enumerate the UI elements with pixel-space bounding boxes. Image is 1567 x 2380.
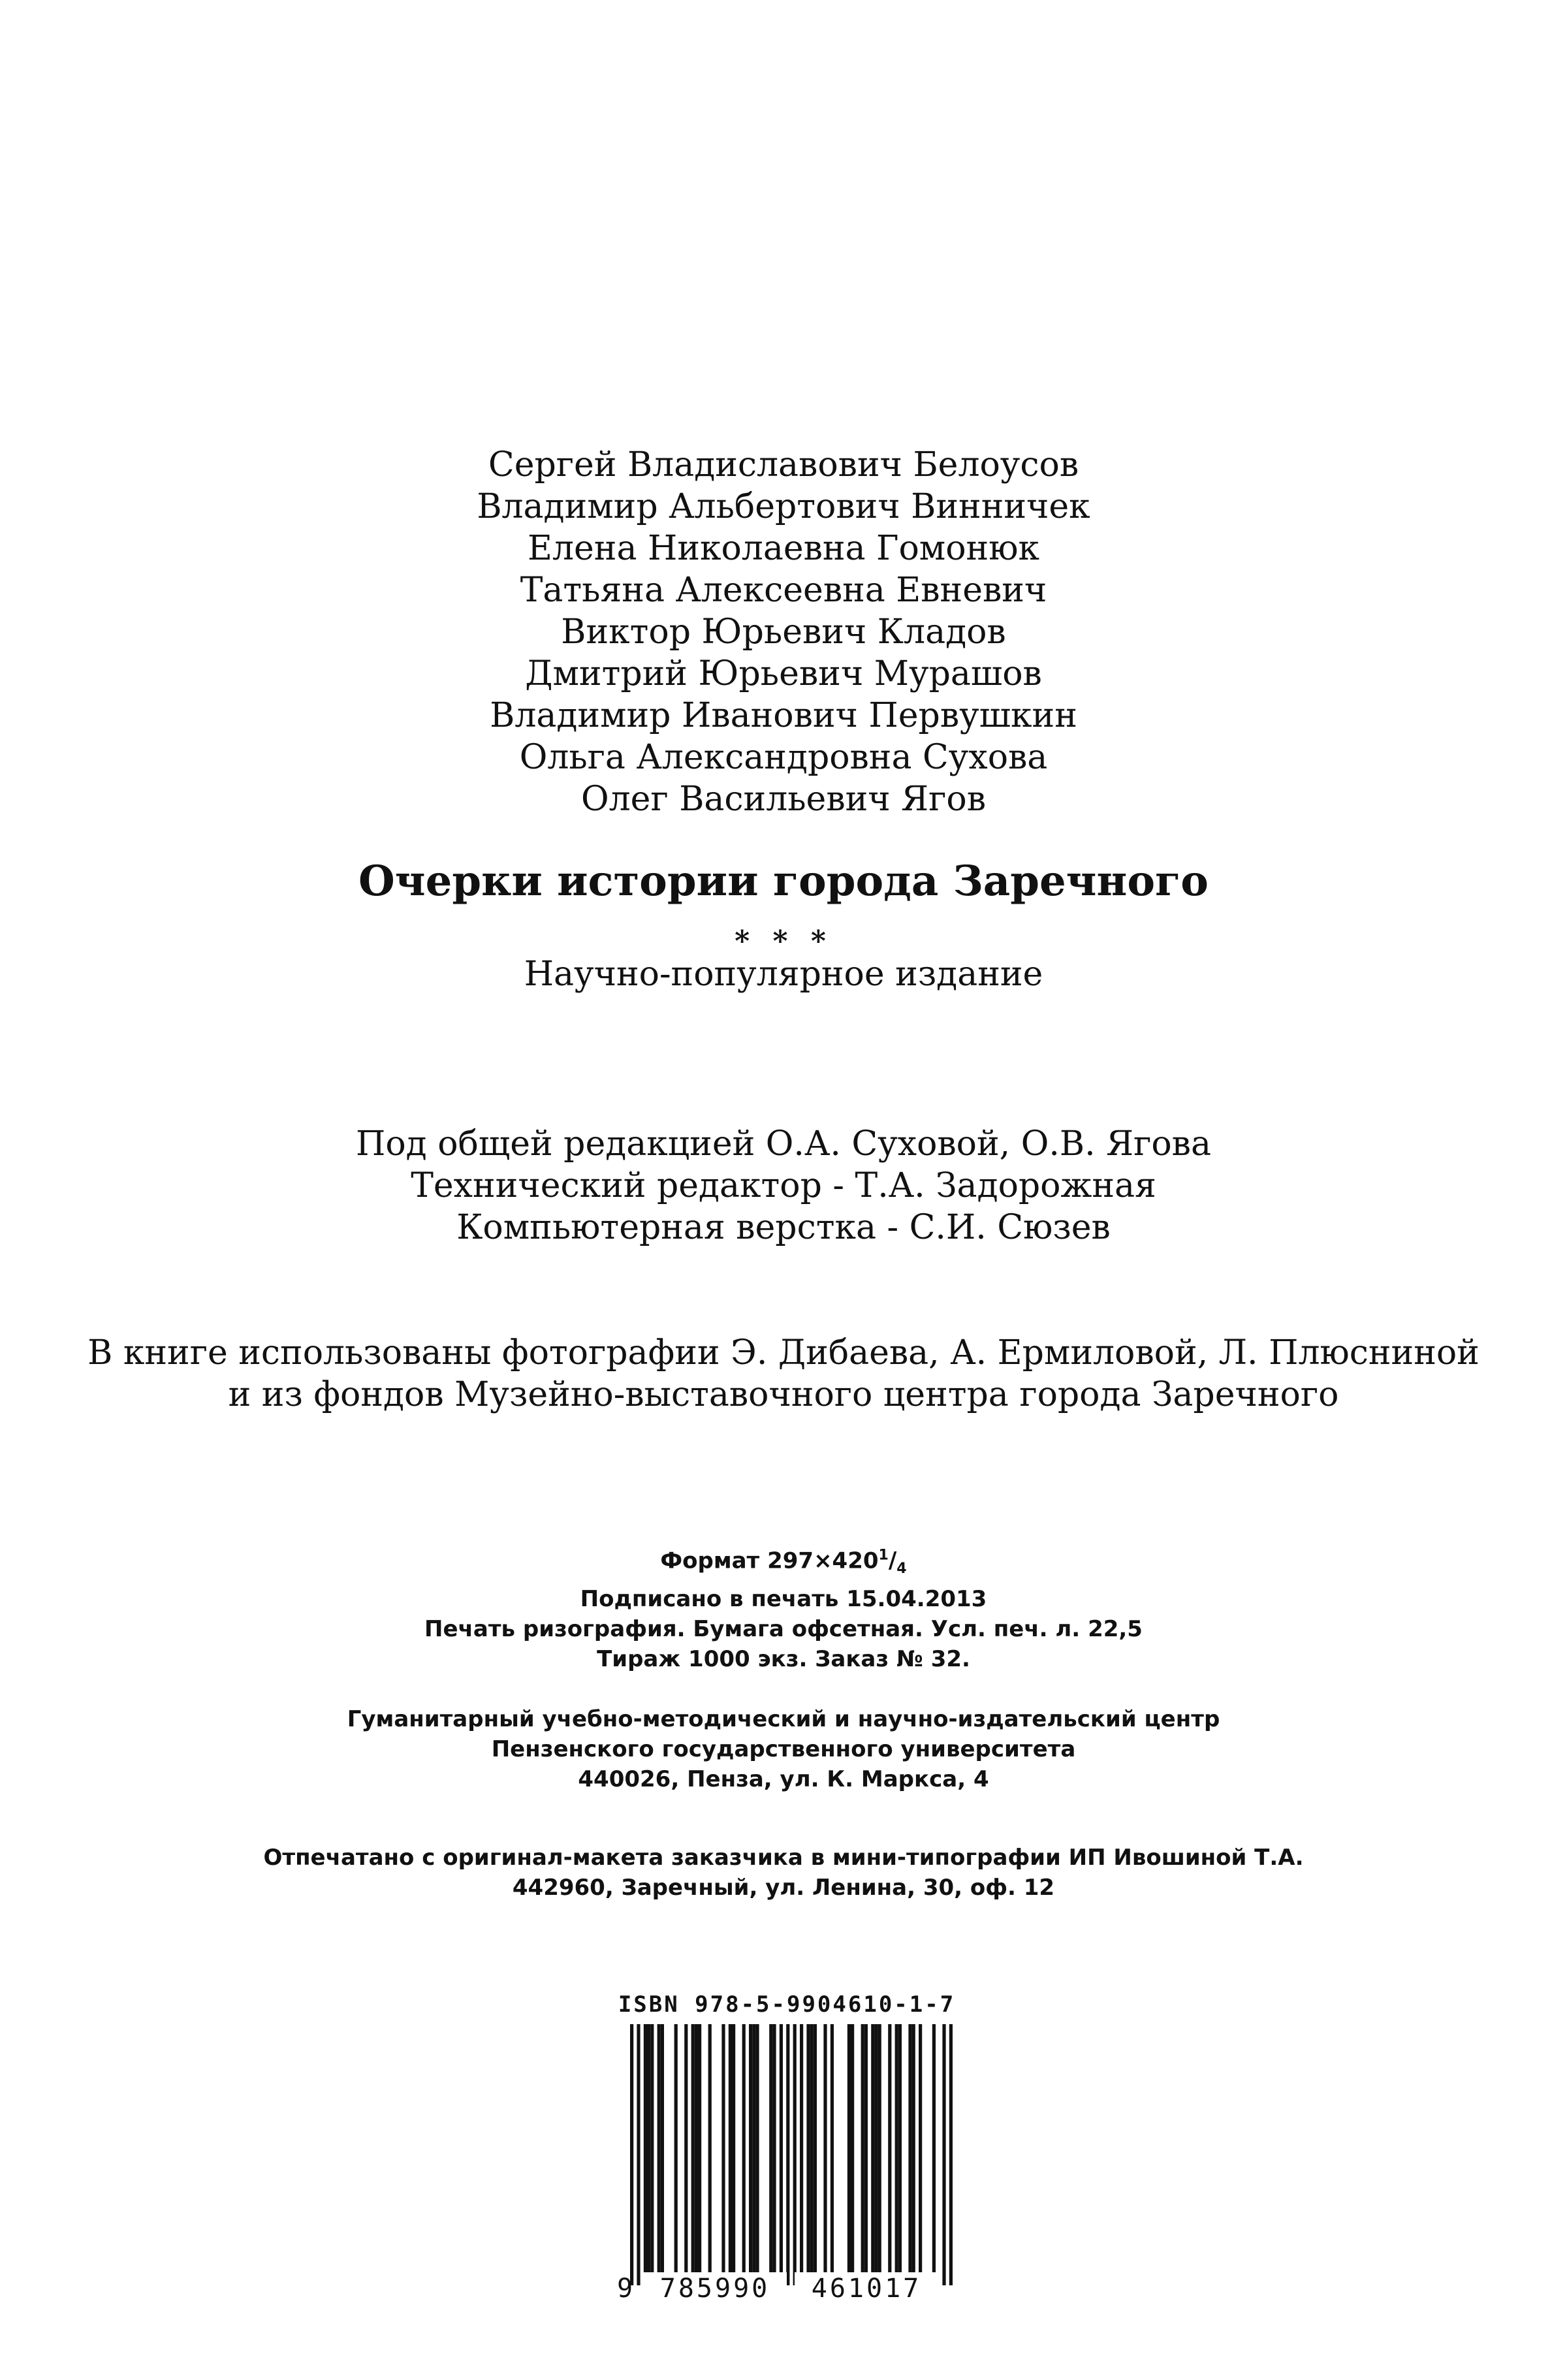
run-line: Тираж 1000 экз. Заказ № 32.: [597, 1646, 970, 1673]
photo-credits: [0, 1332, 1567, 1416]
barcode-bar: [647, 2024, 650, 2272]
editor-line: Под общей редакцией О.А. Суховой, О.В. Ягова: [356, 1124, 1211, 1164]
barcode-bar: [814, 2024, 817, 2272]
author-name: Виктор Юрьевич Кладов: [561, 612, 1006, 652]
signed-line: Подписано в печать 15.04.2013: [580, 1586, 987, 1613]
barcode-bar: [864, 2024, 868, 2272]
barcode-bar: [742, 2024, 746, 2272]
barcode-bar: [708, 2024, 712, 2272]
barcode-bar: [895, 2024, 898, 2272]
barcode-bar: [721, 2024, 725, 2272]
publisher-block: [0, 1704, 1567, 1794]
author-name: Дмитрий Юрьевич Мурашов: [525, 654, 1042, 693]
publisher-line: Гуманитарный учебно-методический и научно-издательский центр: [347, 1706, 1220, 1732]
author-name: Олег Васильевич Ягов: [581, 780, 986, 819]
barcode-first-digit: 9: [617, 2274, 633, 2304]
authors-list: [0, 444, 1567, 820]
barcode-bar: [772, 2024, 776, 2272]
barcode-guard-bar: [630, 2024, 633, 2285]
barcode-bar: [661, 2024, 664, 2272]
publisher-line: Пензенского государственного университета: [491, 1736, 1076, 1762]
barcode-guard-bar: [949, 2024, 953, 2285]
barcode-bar: [851, 2024, 854, 2272]
barcode-bar: [932, 2024, 936, 2272]
barcode-bar: [749, 2024, 752, 2272]
author-name: Владимир Альбертович Винничек: [477, 487, 1090, 526]
book-title: Очерки истории города Заречного: [358, 857, 1209, 906]
barcode-bar: [698, 2024, 701, 2272]
author-name: Сергей Владиславович Белоусов: [488, 445, 1079, 484]
barcode-bar: [729, 2024, 732, 2272]
publisher-address: 440026, Пенза, ул. К. Маркса, 4: [578, 1766, 989, 1792]
barcode-bar: [732, 2024, 735, 2272]
barcode-bar: [919, 2024, 922, 2272]
barcode-left-digits: 785990: [643, 2272, 787, 2305]
author-name: Елена Николаевна Гомонюк: [528, 529, 1039, 568]
barcode-bar: [752, 2024, 755, 2272]
barcode-bar: [874, 2024, 878, 2272]
barcode-bar: [691, 2024, 695, 2272]
printer-line: Отпечатано с оригинал-макета заказчика в мини-типографии ИП Ивошиной Т.А.: [263, 1845, 1304, 1871]
layout-line: Компьютерная верстка - С.И. Сюзев: [456, 1208, 1111, 1247]
barcode-bar: [823, 2024, 827, 2272]
barcode-bar: [769, 2024, 772, 2272]
barcode-bar: [755, 2024, 759, 2272]
editorial-credits: [0, 1123, 1567, 1248]
barcode-bar: [674, 2024, 678, 2272]
printer-address: 442960, Заречный, ул. Ленина, 30, оф. 12: [512, 1875, 1055, 1901]
barcode-bar: [810, 2024, 814, 2272]
photo-credit-line: и из фондов Музейно-выставочного центра города Заречного: [228, 1375, 1339, 1414]
format-line: Формат $297\times 420^1/_4$: [660, 1547, 907, 1578]
barcode-bar: [861, 2024, 864, 2272]
separator-stars: * * *: [735, 925, 832, 958]
print-line: Печать ризография. Бумага офсетная. Усл. печ. л. 22,5: [424, 1616, 1143, 1643]
barcode-right-digits: 461017: [795, 2272, 938, 2305]
barcode-bar: [878, 2024, 881, 2272]
barcode-bar: [695, 2024, 698, 2272]
barcode-guard-bar: [786, 2024, 789, 2285]
author-name: Татьяна Алексеевна Евневич: [520, 571, 1047, 610]
photo-credit-line: В книге использованы фотографии Э. Дибаева, А. Ермиловой, Л. Плюсниной: [87, 1333, 1480, 1372]
barcode-bar: [912, 2024, 915, 2272]
imprint-block: [0, 1541, 1567, 1674]
barcode-bar: [847, 2024, 851, 2272]
barcode-bar: [644, 2024, 647, 2272]
barcode-guard-bar: [793, 2024, 797, 2285]
barcode-bar: [888, 2024, 891, 2272]
barcode-bar: [908, 2024, 911, 2272]
author-name: Ольга Александровна Сухова: [519, 738, 1048, 777]
edition-type: Научно-популярное издание: [524, 955, 1043, 994]
barcode-bar: [806, 2024, 810, 2272]
barcode-bar: [898, 2024, 902, 2272]
isbn-label: ISBN 978-5-9904610-1-7: [618, 1991, 956, 2018]
barcode-bar: [800, 2024, 803, 2272]
barcode-guard-bar: [942, 2024, 945, 2285]
tech-editor-line: Технический редактор - Т.А. Задорожная: [411, 1166, 1156, 1205]
barcode-guard-bar: [637, 2024, 640, 2285]
barcode-digits: [617, 2272, 957, 2305]
barcode-bar: [684, 2024, 688, 2272]
barcode-bars: [617, 2024, 957, 2285]
author-name: Владимир Иванович Первушкин: [490, 696, 1077, 735]
printer-block: [0, 1843, 1567, 1903]
barcode-bar: [650, 2024, 654, 2272]
barcode-bar: [871, 2024, 874, 2272]
isbn-barcode: [617, 1991, 957, 2318]
barcode-bar: [780, 2024, 783, 2272]
barcode-bar: [831, 2024, 834, 2272]
barcode-bar: [657, 2024, 661, 2272]
